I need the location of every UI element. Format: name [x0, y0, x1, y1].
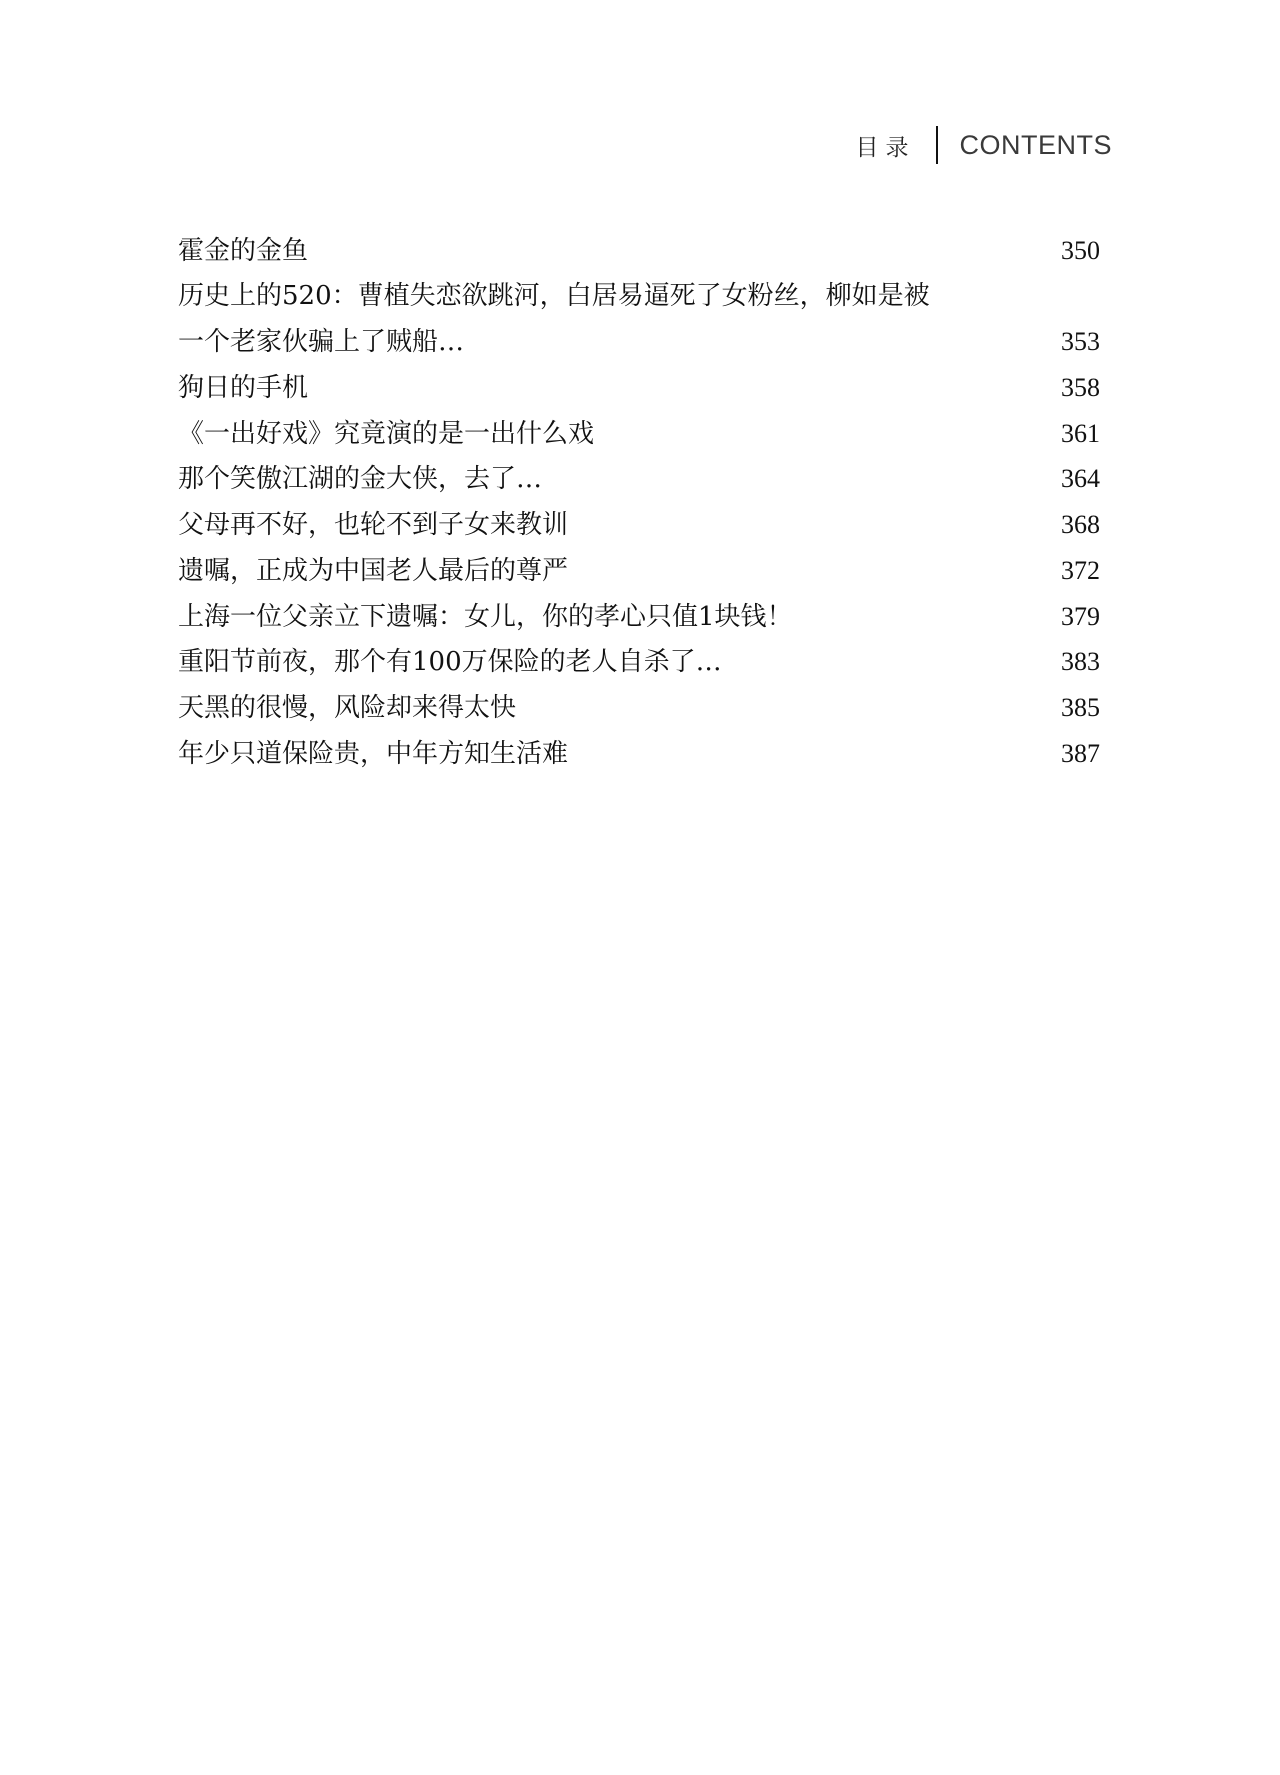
toc-entry-title: 上海一位父亲立下遗嘱：女儿，你的孝心只值1块钱！ — [178, 601, 793, 632]
toc-entry-page: 361 — [1061, 418, 1100, 448]
toc-entry-title: 《一出好戏》究竟演的是一出什么戏 — [178, 418, 595, 449]
header-divider — [936, 126, 938, 164]
toc-entry — [178, 456, 1100, 502]
toc-entry-title: 年少只道保险贵，中年方知生活难 — [178, 738, 569, 769]
toc-entry — [178, 228, 1100, 274]
toc-entry-page: 358 — [1061, 373, 1100, 403]
header-chinese-label: 目录 — [855, 134, 916, 161]
toc-entry-title: 霍金的金鱼 — [178, 236, 309, 266]
toc-entry-page: 387 — [1061, 738, 1100, 768]
toc-entry — [178, 411, 1100, 457]
toc-entry — [178, 502, 1100, 548]
toc-entry-page: 372 — [1061, 555, 1100, 585]
toc-entry-title: 天黑的很慢，风险却来得太快 — [178, 692, 517, 723]
toc-entry — [178, 685, 1100, 731]
toc-entry-title: 历史上的520：曹植失恋欲跳河，白居易逼死了女粉丝，柳如是被 — [178, 280, 930, 311]
toc-entry — [178, 548, 1100, 594]
toc-entry-title: 重阳节前夜，那个有100万保险的老人自杀了… — [178, 647, 722, 678]
toc-entry-page: 379 — [1061, 601, 1100, 631]
toc-entry-title: 父母再不好，也轮不到子女来教训 — [178, 510, 569, 541]
toc-entry-page: 350 — [1061, 236, 1100, 265]
toc-entry-page: 364 — [1061, 464, 1100, 494]
toc-entry — [178, 639, 1100, 685]
header-english-label: CONTENTS — [959, 129, 1112, 160]
toc-entry — [178, 365, 1100, 411]
toc-entry — [178, 319, 1100, 365]
toc-entry — [178, 274, 1100, 320]
toc-entry-title: 那个笑傲江湖的金大侠，去了… — [178, 464, 543, 495]
toc-entry-page: 353 — [1061, 327, 1100, 357]
toc-entry-page: 368 — [1061, 510, 1100, 540]
table-of-contents — [178, 228, 1100, 776]
toc-entry-title: 狗日的手机 — [178, 373, 309, 404]
toc-entry-title: 遗嘱，正成为中国老人最后的尊严 — [178, 555, 569, 586]
toc-entry — [178, 731, 1100, 777]
toc-entry-page: 385 — [1061, 692, 1100, 722]
toc-entry-title: 一个老家伙骗上了贼船… — [178, 327, 465, 358]
toc-entry — [178, 594, 1100, 640]
toc-header — [856, 125, 1113, 165]
toc-entry-page: 383 — [1061, 647, 1100, 677]
